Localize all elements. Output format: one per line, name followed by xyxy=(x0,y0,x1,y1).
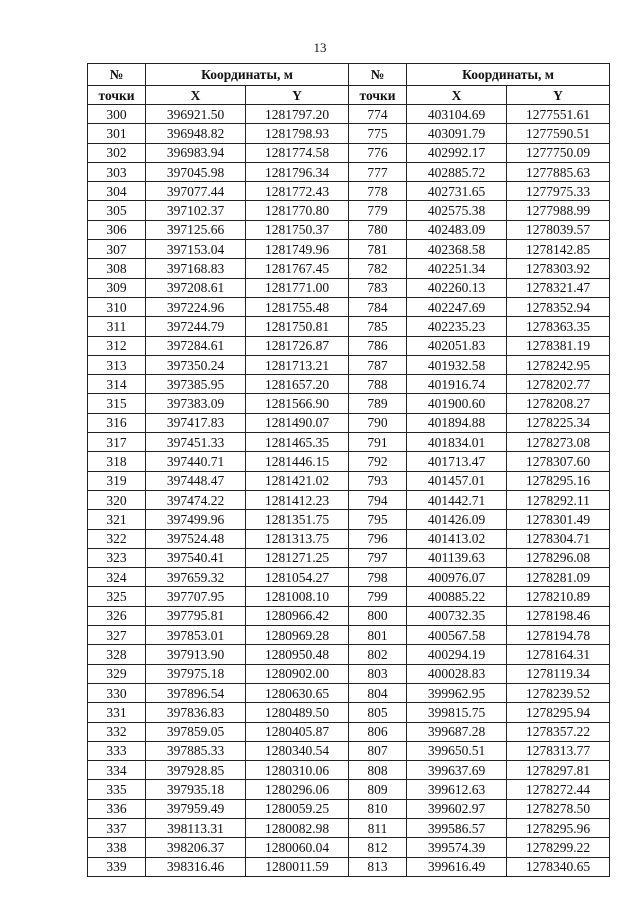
table-row xyxy=(88,741,610,760)
x-coordinate-right-cell: 401442.71 xyxy=(407,490,507,509)
x-coordinate-left-cell: 397524.48 xyxy=(146,529,246,548)
point-number-right-cell: 779 xyxy=(349,201,407,220)
point-number-left-cell: 321 xyxy=(88,510,146,529)
x-coordinate-right-cell: 400885.22 xyxy=(407,587,507,606)
x-coordinate-left-cell: 397208.61 xyxy=(146,278,246,297)
point-number-left-cell: 324 xyxy=(88,568,146,587)
x-coordinate-left-cell: 397383.09 xyxy=(146,394,246,413)
x-coordinate-right-cell: 402885.72 xyxy=(407,162,507,181)
table-row xyxy=(88,683,610,702)
y-coordinate-right-cell: 1278299.22 xyxy=(507,838,610,857)
x-coordinate-right-cell: 401916.74 xyxy=(407,375,507,394)
table-row xyxy=(88,548,610,567)
x-coordinate-right-cell: 402247.69 xyxy=(407,297,507,316)
point-number-right-cell: 789 xyxy=(349,394,407,413)
point-number-right-cell: 778 xyxy=(349,182,407,201)
y-coordinate-right-cell: 1278278.50 xyxy=(507,799,610,818)
table-row xyxy=(88,780,610,799)
y-coordinate-left-cell: 1281771.00 xyxy=(246,278,349,297)
x-coordinate-left-cell: 397385.95 xyxy=(146,375,246,394)
y-coordinate-right-cell: 1278198.46 xyxy=(507,606,610,625)
y-coordinate-right-cell: 1278202.77 xyxy=(507,375,610,394)
y-coordinate-right-cell: 1278194.78 xyxy=(507,626,610,645)
table-row xyxy=(88,143,610,162)
y-coordinate-right-cell: 1278295.16 xyxy=(507,471,610,490)
x-coordinate-left-cell: 397959.49 xyxy=(146,799,246,818)
y-coordinate-left-cell: 1280950.48 xyxy=(246,645,349,664)
point-number-left-cell: 316 xyxy=(88,413,146,432)
x-coordinate-left-cell: 397125.66 xyxy=(146,220,246,239)
y-coordinate-right-cell: 1278295.96 xyxy=(507,818,610,837)
x-coordinate-left-cell: 397350.24 xyxy=(146,355,246,374)
point-number-right-cell: 808 xyxy=(349,761,407,780)
y-coordinate-left-cell: 1281755.48 xyxy=(246,297,349,316)
table-row xyxy=(88,529,610,548)
y-coordinate-left-cell: 1281412.23 xyxy=(246,490,349,509)
table-row xyxy=(88,799,610,818)
y-coordinate-left-cell: 1281657.20 xyxy=(246,375,349,394)
x-column-header-right: X xyxy=(407,86,507,105)
y-coordinate-right-cell: 1278272.44 xyxy=(507,780,610,799)
point-number-right-cell: 793 xyxy=(349,471,407,490)
point-number-right-cell: 809 xyxy=(349,780,407,799)
x-coordinate-right-cell: 399687.28 xyxy=(407,722,507,741)
point-number-right-cell: 810 xyxy=(349,799,407,818)
x-coordinate-right-cell: 402483.09 xyxy=(407,220,507,239)
x-coordinate-left-cell: 397795.81 xyxy=(146,606,246,625)
point-number-left-cell: 304 xyxy=(88,182,146,201)
point-number-right-cell: 791 xyxy=(349,433,407,452)
point-number-right-cell: 800 xyxy=(349,606,407,625)
point-number-left-cell: 336 xyxy=(88,799,146,818)
y-coordinate-left-cell: 1280310.06 xyxy=(246,761,349,780)
x-coordinate-right-cell: 400732.35 xyxy=(407,606,507,625)
point-number-left-cell: 305 xyxy=(88,201,146,220)
point-number-left-cell: 314 xyxy=(88,375,146,394)
x-coordinate-right-cell: 400294.19 xyxy=(407,645,507,664)
x-coordinate-right-cell: 402235.23 xyxy=(407,317,507,336)
y-coordinate-left-cell: 1281446.15 xyxy=(246,452,349,471)
y-coordinate-right-cell: 1278363.35 xyxy=(507,317,610,336)
y-coordinate-left-cell: 1280340.54 xyxy=(246,741,349,760)
y-coordinate-left-cell: 1280966.42 xyxy=(246,606,349,625)
y-coordinate-right-cell: 1278239.52 xyxy=(507,683,610,702)
point-number-left-cell: 338 xyxy=(88,838,146,857)
point-number-right-cell: 802 xyxy=(349,645,407,664)
x-column-header-left: X xyxy=(146,86,246,105)
table-row xyxy=(88,413,610,432)
y-coordinate-right-cell: 1278164.31 xyxy=(507,645,610,664)
point-number-left-cell: 330 xyxy=(88,683,146,702)
x-coordinate-right-cell: 399815.75 xyxy=(407,703,507,722)
x-coordinate-right-cell: 401894.88 xyxy=(407,413,507,432)
y-coordinate-right-cell: 1277975.33 xyxy=(507,182,610,201)
y-coordinate-left-cell: 1281750.37 xyxy=(246,220,349,239)
point-number-left-cell: 326 xyxy=(88,606,146,625)
x-coordinate-right-cell: 401139.63 xyxy=(407,548,507,567)
point-number-right-cell: 783 xyxy=(349,278,407,297)
x-coordinate-right-cell: 401834.01 xyxy=(407,433,507,452)
y-coordinate-right-cell: 1278313.77 xyxy=(507,741,610,760)
x-coordinate-right-cell: 399574.39 xyxy=(407,838,507,857)
point-number-left-cell: 312 xyxy=(88,336,146,355)
y-coordinate-left-cell: 1281490.07 xyxy=(246,413,349,432)
point-number-left-cell: 320 xyxy=(88,490,146,509)
point-number-left-cell: 303 xyxy=(88,162,146,181)
y-coordinate-left-cell: 1281713.21 xyxy=(246,355,349,374)
table-row xyxy=(88,664,610,683)
table-row xyxy=(88,124,610,143)
y-coordinate-left-cell: 1281566.90 xyxy=(246,394,349,413)
point-number-left-cell: 327 xyxy=(88,626,146,645)
table-row xyxy=(88,471,610,490)
y-coordinate-left-cell: 1281008.10 xyxy=(246,587,349,606)
x-coordinate-left-cell: 397928.85 xyxy=(146,761,246,780)
table-row xyxy=(88,162,610,181)
table-row xyxy=(88,317,610,336)
point-number-left-cell: 335 xyxy=(88,780,146,799)
x-coordinate-left-cell: 397244.79 xyxy=(146,317,246,336)
table-row xyxy=(88,722,610,741)
point-number-left-cell: 322 xyxy=(88,529,146,548)
y-coordinate-right-cell: 1278142.85 xyxy=(507,240,610,259)
point-number-right-cell: 786 xyxy=(349,336,407,355)
table-body xyxy=(88,105,610,877)
x-coordinate-left-cell: 397913.90 xyxy=(146,645,246,664)
table-row xyxy=(88,259,610,278)
y-coordinate-left-cell: 1280011.59 xyxy=(246,857,349,876)
y-coordinate-right-cell: 1278039.57 xyxy=(507,220,610,239)
x-coordinate-left-cell: 397540.41 xyxy=(146,548,246,567)
x-coordinate-right-cell: 402051.83 xyxy=(407,336,507,355)
point-number-left-cell: 300 xyxy=(88,105,146,124)
point-number-left-cell: 313 xyxy=(88,355,146,374)
y-coordinate-left-cell: 1281798.93 xyxy=(246,124,349,143)
x-coordinate-right-cell: 403104.69 xyxy=(407,105,507,124)
x-coordinate-right-cell: 400976.07 xyxy=(407,568,507,587)
point-number-left-cell: 333 xyxy=(88,741,146,760)
x-coordinate-right-cell: 401426.09 xyxy=(407,510,507,529)
y-coordinate-right-cell: 1278210.89 xyxy=(507,587,610,606)
y-coordinate-right-cell: 1278208.27 xyxy=(507,394,610,413)
y-coordinate-right-cell: 1277551.61 xyxy=(507,105,610,124)
x-coordinate-right-cell: 402251.34 xyxy=(407,259,507,278)
y-coordinate-right-cell: 1278281.09 xyxy=(507,568,610,587)
point-number-right-cell: 787 xyxy=(349,355,407,374)
x-coordinate-right-cell: 402575.38 xyxy=(407,201,507,220)
point-number-left-cell: 309 xyxy=(88,278,146,297)
x-coordinate-left-cell: 398113.31 xyxy=(146,818,246,837)
y-column-header-left: Y xyxy=(246,86,349,105)
point-number-left-cell: 317 xyxy=(88,433,146,452)
point-number-right-cell: 803 xyxy=(349,664,407,683)
x-coordinate-right-cell: 402260.13 xyxy=(407,278,507,297)
table-row xyxy=(88,818,610,837)
table-row xyxy=(88,626,610,645)
y-coordinate-right-cell: 1277988.99 xyxy=(507,201,610,220)
point-number-left-cell: 301 xyxy=(88,124,146,143)
y-coordinate-left-cell: 1281772.43 xyxy=(246,182,349,201)
table-row xyxy=(88,336,610,355)
point-number-right-cell: 775 xyxy=(349,124,407,143)
y-coordinate-left-cell: 1281313.75 xyxy=(246,529,349,548)
point-number-left-cell: 334 xyxy=(88,761,146,780)
point-number-left-cell: 302 xyxy=(88,143,146,162)
x-coordinate-left-cell: 397077.44 xyxy=(146,182,246,201)
point-number-left-cell: 318 xyxy=(88,452,146,471)
x-coordinate-left-cell: 397102.37 xyxy=(146,201,246,220)
x-coordinate-right-cell: 400028.83 xyxy=(407,664,507,683)
x-coordinate-right-cell: 399650.51 xyxy=(407,741,507,760)
y-coordinate-right-cell: 1277750.09 xyxy=(507,143,610,162)
point-number-right-cell: 774 xyxy=(349,105,407,124)
y-coordinate-left-cell: 1281796.34 xyxy=(246,162,349,181)
y-coordinate-right-cell: 1278242.95 xyxy=(507,355,610,374)
x-coordinate-left-cell: 397896.54 xyxy=(146,683,246,702)
x-coordinate-right-cell: 399962.95 xyxy=(407,683,507,702)
point-number-right-cell: 780 xyxy=(349,220,407,239)
y-coordinate-left-cell: 1280082.98 xyxy=(246,818,349,837)
point-number-right-cell: 784 xyxy=(349,297,407,316)
y-coordinate-left-cell: 1280059.25 xyxy=(246,799,349,818)
x-coordinate-right-cell: 403091.79 xyxy=(407,124,507,143)
point-number-right-cell: 807 xyxy=(349,741,407,760)
point-label-header-right: точки xyxy=(349,86,407,105)
coordinates-header-left: Координаты, м xyxy=(146,64,349,86)
table-row xyxy=(88,297,610,316)
page-number: 13 xyxy=(313,40,327,55)
x-coordinate-left-cell: 397417.83 xyxy=(146,413,246,432)
table-row xyxy=(88,587,610,606)
x-coordinate-left-cell: 397975.18 xyxy=(146,664,246,683)
table-row xyxy=(88,220,610,239)
y-coordinate-left-cell: 1280296.06 xyxy=(246,780,349,799)
table-row xyxy=(88,761,610,780)
point-number-left-cell: 310 xyxy=(88,297,146,316)
y-column-header-right: Y xyxy=(507,86,610,105)
table-row xyxy=(88,182,610,201)
table-row xyxy=(88,703,610,722)
point-number-right-cell: 781 xyxy=(349,240,407,259)
point-number-left-cell: 319 xyxy=(88,471,146,490)
table-row xyxy=(88,355,610,374)
y-coordinate-left-cell: 1281750.81 xyxy=(246,317,349,336)
y-coordinate-right-cell: 1278340.65 xyxy=(507,857,610,876)
x-coordinate-right-cell: 399637.69 xyxy=(407,761,507,780)
x-coordinate-right-cell: 400567.58 xyxy=(407,626,507,645)
point-number-right-cell: 804 xyxy=(349,683,407,702)
coordinates-table xyxy=(87,63,610,877)
point-number-right-cell: 801 xyxy=(349,626,407,645)
table-header-row xyxy=(88,64,610,86)
point-number-left-cell: 332 xyxy=(88,722,146,741)
y-coordinate-left-cell: 1280902.00 xyxy=(246,664,349,683)
point-number-right-cell: 797 xyxy=(349,548,407,567)
x-coordinate-right-cell: 402731.65 xyxy=(407,182,507,201)
x-coordinate-right-cell: 399616.49 xyxy=(407,857,507,876)
x-coordinate-left-cell: 397859.05 xyxy=(146,722,246,741)
y-coordinate-right-cell: 1278273.08 xyxy=(507,433,610,452)
x-coordinate-left-cell: 397168.83 xyxy=(146,259,246,278)
point-number-right-cell: 777 xyxy=(349,162,407,181)
y-coordinate-right-cell: 1277590.51 xyxy=(507,124,610,143)
point-number-right-cell: 794 xyxy=(349,490,407,509)
y-coordinate-left-cell: 1281271.25 xyxy=(246,548,349,567)
y-coordinate-left-cell: 1280060.04 xyxy=(246,838,349,857)
x-coordinate-left-cell: 397448.47 xyxy=(146,471,246,490)
y-coordinate-right-cell: 1278297.81 xyxy=(507,761,610,780)
x-coordinate-left-cell: 396948.82 xyxy=(146,124,246,143)
y-coordinate-right-cell: 1278321.47 xyxy=(507,278,610,297)
x-coordinate-left-cell: 397440.71 xyxy=(146,452,246,471)
y-coordinate-left-cell: 1280405.87 xyxy=(246,722,349,741)
y-coordinate-right-cell: 1278352.94 xyxy=(507,297,610,316)
point-number-left-cell: 308 xyxy=(88,259,146,278)
point-number-right-cell: 799 xyxy=(349,587,407,606)
x-coordinate-left-cell: 397853.01 xyxy=(146,626,246,645)
point-number-right-cell: 790 xyxy=(349,413,407,432)
y-coordinate-left-cell: 1281421.02 xyxy=(246,471,349,490)
y-coordinate-right-cell: 1278292.11 xyxy=(507,490,610,509)
x-coordinate-left-cell: 397224.96 xyxy=(146,297,246,316)
y-coordinate-right-cell: 1278296.08 xyxy=(507,548,610,567)
table-row xyxy=(88,857,610,876)
point-number-left-cell: 329 xyxy=(88,664,146,683)
x-coordinate-left-cell: 396983.94 xyxy=(146,143,246,162)
x-coordinate-right-cell: 399602.97 xyxy=(407,799,507,818)
y-coordinate-right-cell: 1278301.49 xyxy=(507,510,610,529)
point-number-left-cell: 315 xyxy=(88,394,146,413)
x-coordinate-right-cell: 402992.17 xyxy=(407,143,507,162)
x-coordinate-right-cell: 401900.60 xyxy=(407,394,507,413)
table-row xyxy=(88,645,610,664)
x-coordinate-left-cell: 397451.33 xyxy=(146,433,246,452)
y-coordinate-left-cell: 1281767.45 xyxy=(246,259,349,278)
table-row xyxy=(88,278,610,297)
x-coordinate-left-cell: 398316.46 xyxy=(146,857,246,876)
x-coordinate-left-cell: 397499.96 xyxy=(146,510,246,529)
table-row xyxy=(88,568,610,587)
point-number-right-cell: 782 xyxy=(349,259,407,278)
x-coordinate-left-cell: 397474.22 xyxy=(146,490,246,509)
point-number-left-cell: 323 xyxy=(88,548,146,567)
y-coordinate-left-cell: 1281726.87 xyxy=(246,336,349,355)
x-coordinate-right-cell: 401713.47 xyxy=(407,452,507,471)
x-coordinate-left-cell: 396921.50 xyxy=(146,105,246,124)
point-number-header-right: № xyxy=(349,64,407,86)
y-coordinate-left-cell: 1281797.20 xyxy=(246,105,349,124)
y-coordinate-left-cell: 1280630.65 xyxy=(246,683,349,702)
y-coordinate-right-cell: 1278295.94 xyxy=(507,703,610,722)
x-coordinate-left-cell: 397707.95 xyxy=(146,587,246,606)
point-number-left-cell: 306 xyxy=(88,220,146,239)
y-coordinate-left-cell: 1281749.96 xyxy=(246,240,349,259)
point-number-right-cell: 796 xyxy=(349,529,407,548)
coordinates-header-right: Координаты, м xyxy=(407,64,610,86)
table-row xyxy=(88,510,610,529)
point-number-right-cell: 798 xyxy=(349,568,407,587)
point-number-right-cell: 812 xyxy=(349,838,407,857)
y-coordinate-right-cell: 1278303.92 xyxy=(507,259,610,278)
y-coordinate-left-cell: 1281054.27 xyxy=(246,568,349,587)
x-coordinate-right-cell: 402368.58 xyxy=(407,240,507,259)
table-subheader-row xyxy=(88,86,610,105)
y-coordinate-right-cell: 1278304.71 xyxy=(507,529,610,548)
x-coordinate-right-cell: 401932.58 xyxy=(407,355,507,374)
table-row xyxy=(88,105,610,124)
point-number-left-cell: 339 xyxy=(88,857,146,876)
x-coordinate-left-cell: 397659.32 xyxy=(146,568,246,587)
table-row xyxy=(88,201,610,220)
x-coordinate-left-cell: 397153.04 xyxy=(146,240,246,259)
x-coordinate-right-cell: 399586.57 xyxy=(407,818,507,837)
y-coordinate-right-cell: 1277885.63 xyxy=(507,162,610,181)
table-row xyxy=(88,606,610,625)
point-number-header-left: № xyxy=(88,64,146,86)
point-number-left-cell: 311 xyxy=(88,317,146,336)
point-number-right-cell: 811 xyxy=(349,818,407,837)
y-coordinate-left-cell: 1280489.50 xyxy=(246,703,349,722)
point-number-left-cell: 325 xyxy=(88,587,146,606)
point-number-right-cell: 806 xyxy=(349,722,407,741)
point-number-right-cell: 792 xyxy=(349,452,407,471)
y-coordinate-right-cell: 1278307.60 xyxy=(507,452,610,471)
y-coordinate-left-cell: 1280969.28 xyxy=(246,626,349,645)
y-coordinate-left-cell: 1281774.58 xyxy=(246,143,349,162)
x-coordinate-left-cell: 397935.18 xyxy=(146,780,246,799)
table-row xyxy=(88,375,610,394)
table-row xyxy=(88,452,610,471)
table-row xyxy=(88,240,610,259)
x-coordinate-left-cell: 397045.98 xyxy=(146,162,246,181)
y-coordinate-left-cell: 1281351.75 xyxy=(246,510,349,529)
point-number-right-cell: 788 xyxy=(349,375,407,394)
y-coordinate-left-cell: 1281465.35 xyxy=(246,433,349,452)
point-label-header-left: точки xyxy=(88,86,146,105)
y-coordinate-right-cell: 1278225.34 xyxy=(507,413,610,432)
x-coordinate-left-cell: 397836.83 xyxy=(146,703,246,722)
point-number-right-cell: 813 xyxy=(349,857,407,876)
x-coordinate-left-cell: 397284.61 xyxy=(146,336,246,355)
y-coordinate-right-cell: 1278119.34 xyxy=(507,664,610,683)
point-number-right-cell: 795 xyxy=(349,510,407,529)
point-number-right-cell: 805 xyxy=(349,703,407,722)
y-coordinate-right-cell: 1278381.19 xyxy=(507,336,610,355)
table-row xyxy=(88,838,610,857)
x-coordinate-right-cell: 399612.63 xyxy=(407,780,507,799)
x-coordinate-left-cell: 397885.33 xyxy=(146,741,246,760)
point-number-left-cell: 328 xyxy=(88,645,146,664)
table-row xyxy=(88,490,610,509)
x-coordinate-right-cell: 401457.01 xyxy=(407,471,507,490)
point-number-left-cell: 331 xyxy=(88,703,146,722)
table-row xyxy=(88,433,610,452)
point-number-left-cell: 337 xyxy=(88,818,146,837)
point-number-left-cell: 307 xyxy=(88,240,146,259)
x-coordinate-left-cell: 398206.37 xyxy=(146,838,246,857)
table-row xyxy=(88,394,610,413)
point-number-right-cell: 776 xyxy=(349,143,407,162)
y-coordinate-right-cell: 1278357.22 xyxy=(507,722,610,741)
point-number-right-cell: 785 xyxy=(349,317,407,336)
x-coordinate-right-cell: 401413.02 xyxy=(407,529,507,548)
y-coordinate-left-cell: 1281770.80 xyxy=(246,201,349,220)
